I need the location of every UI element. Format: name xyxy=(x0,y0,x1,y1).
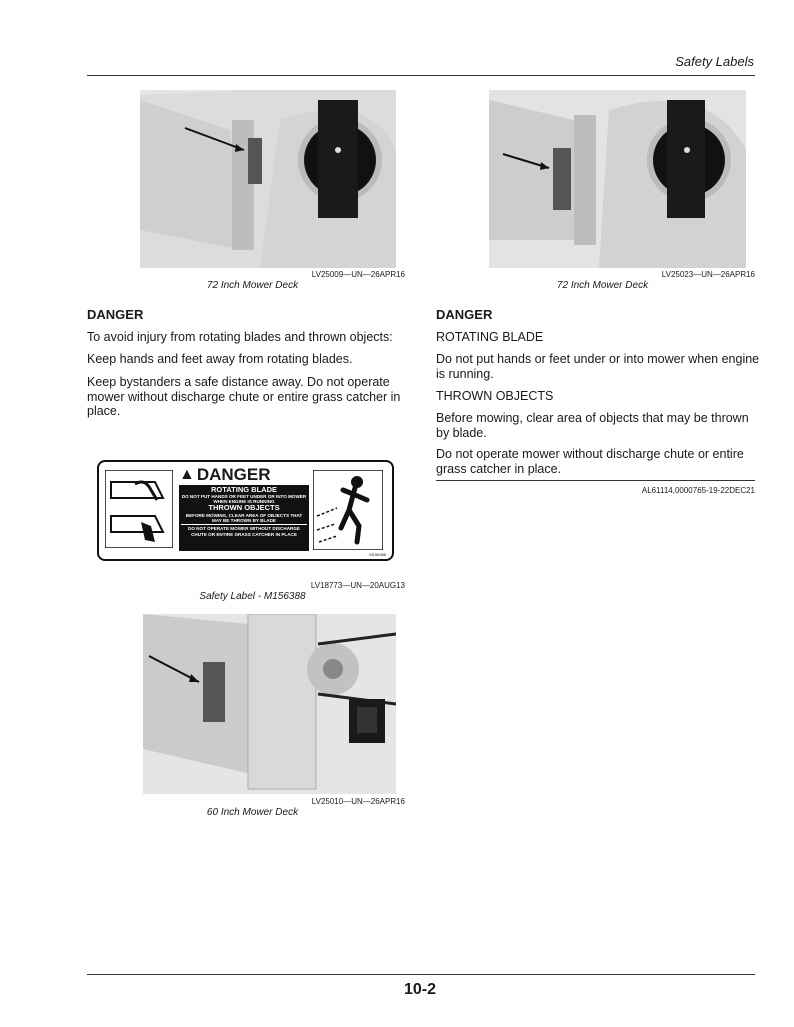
label-line-clear: BEFORE MOWING, CLEAR AREA OF OBJECTS THAT MAY BE THROWN BY BLADE xyxy=(185,512,303,524)
danger-heading: DANGER xyxy=(436,307,493,322)
mower-deck-photo-60 xyxy=(143,614,396,794)
figure-caption: 72 Inch Mower Deck xyxy=(556,280,649,291)
label-line-hands: DO NOT PUT HANDS OR FEET UNDER OR INTO MOWER WHEN ENGINE IS RUNNING xyxy=(181,494,307,505)
paragraph: To avoid injury from rotating blades and thrown objects: xyxy=(87,330,393,344)
page-header-title: Safety Labels xyxy=(675,54,754,69)
figure-caption: 60 Inch Mower Deck xyxy=(206,807,299,818)
paragraph: Do not operate mower without discharge chute or entire grass catcher in place. xyxy=(436,447,744,476)
page-number: 10-2 xyxy=(403,981,437,998)
safety-label-m156388 xyxy=(97,460,394,561)
figure-code: LV25023—UN—26APR16 xyxy=(661,270,755,279)
paragraph: Before mowing, clear area of objects that may be thrown by blade. xyxy=(436,411,749,440)
subheading: ROTATING BLADE xyxy=(436,330,544,344)
warning-triangle-icon: ▲ xyxy=(179,466,195,483)
figure-caption: Safety Label - M156388 xyxy=(199,591,306,602)
danger-text-panel xyxy=(179,466,309,552)
paragraph: Do not put hands or feet under or into mower when engine is running. xyxy=(436,352,760,381)
header-rule xyxy=(87,75,755,76)
label-line-thrown: THROWN OBJECTS xyxy=(208,503,280,513)
footer-rule xyxy=(87,974,755,975)
reference-code: AL61114,0000765-19-22DEC21 xyxy=(641,486,755,495)
label-line-chute: DO NOT OPERATE MOWER WITHOUT DISCHARGE CHUTE OR ENTIRE GRASS CATCHER IN PLACE xyxy=(181,524,307,536)
danger-word: DANGER xyxy=(196,465,271,484)
danger-signal-word xyxy=(179,466,309,484)
label-small-code: M156388 xyxy=(369,552,386,557)
mower-deck-photo-72-left xyxy=(140,90,396,268)
paragraph: Keep bystanders a safe distance away. Do not operate mower without discharge chute or entire grass catcher in place. xyxy=(87,375,401,418)
section-rule xyxy=(436,480,755,481)
subheading: THROWN OBJECTS xyxy=(436,389,554,403)
figure-code: LV25010—UN—26APR16 xyxy=(311,797,405,806)
paragraph: Keep hands and feet away from rotating blades. xyxy=(87,352,353,366)
hand-foot-blade-pictogram xyxy=(105,470,173,548)
figure-code: LV25009—UN—26APR16 xyxy=(311,270,405,279)
thrown-object-person-pictogram xyxy=(313,470,383,550)
figure-code: LV18773—UN—20AUG13 xyxy=(310,581,405,590)
label-message-block xyxy=(179,485,309,551)
danger-heading: DANGER xyxy=(87,307,144,322)
label-line-rotating: ROTATING BLADE xyxy=(211,485,277,494)
figure-caption: 72 Inch Mower Deck xyxy=(206,280,299,291)
mower-deck-photo-72-right xyxy=(489,90,746,268)
